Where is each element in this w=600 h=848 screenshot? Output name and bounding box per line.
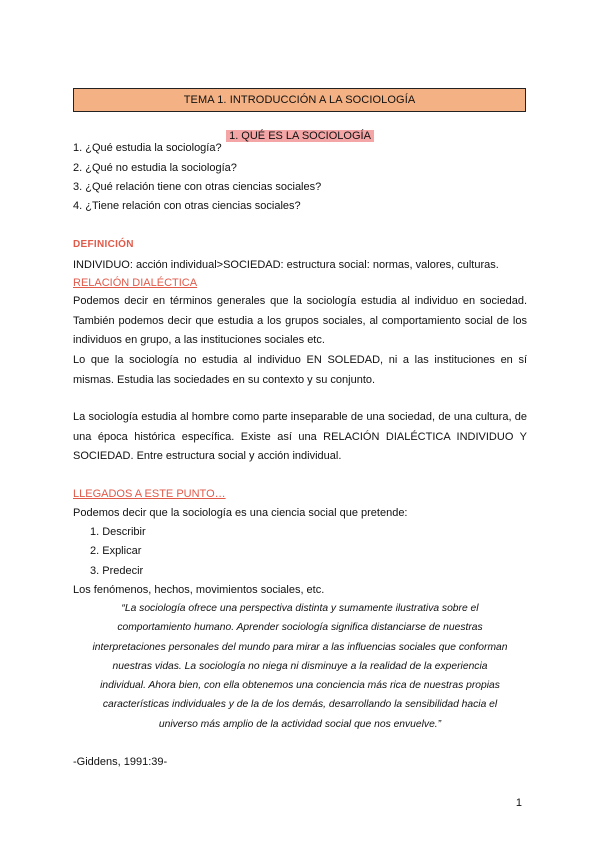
- question-3: 3. ¿Qué relación tiene con otras ciencias sociales?: [73, 181, 322, 193]
- definicion-text: INDIVIDUO: acción individual>SOCIEDAD: estructura social: normas, valores, culturas.: [73, 259, 499, 271]
- goal-item: 3. Predecir: [90, 565, 144, 577]
- quote-line: nuestras vidas. La sociología no niega ni disminuye a la realidad de la experiencia: [112, 660, 488, 672]
- goal-item: 1. Describir: [90, 526, 146, 538]
- citation: -Giddens, 1991:39-: [73, 756, 168, 768]
- quote-line: interpretaciones personales del mundo para mirar a las influencias sociales que conforman: [92, 641, 508, 653]
- document-title: TEMA 1. INTRODUCCIÓN A LA SOCIOLOGÍA: [73, 88, 526, 112]
- llegados-intro: Podemos decir que la sociología es una ciencia social que pretende:: [73, 507, 408, 519]
- llegados-heading: LLEGADOS A ESTE PUNTO…: [73, 488, 226, 500]
- quote-line: comportamiento humano. Aprender sociología significa distanciarse de nuestras: [117, 622, 483, 634]
- paragraph-3: La sociología estudia al hombre como parte inseparable de una sociedad, de una cultura, de una época histórica específica. Existe así una RELACIÓN DIALÉCTICA INDIVIDUO Y SOCIEDAD. Entre estructura social y acción individual.: [73, 411, 527, 462]
- section-heading-text: 1. QUÉ ES LA SOCIOLOGÍA: [226, 130, 374, 142]
- page-number: 1: [515, 797, 522, 809]
- quote-line: individual. Ahora bien, con ella obtenemos una conciencia más rica de nuestras propias: [100, 680, 500, 692]
- question-4: 4. ¿Tiene relación con otras ciencias sociales?: [73, 200, 301, 212]
- question-1: 1. ¿Qué estudia la sociología?: [73, 142, 222, 154]
- paragraph-1: Podemos decir en términos generales que la sociología estudia al individuo en sociedad. También podemos decir que estudia a los grupos sociales, al comportamiento social de los individuos en grupo, a las instituciones sociales etc.: [73, 295, 527, 346]
- paragraph-2: Lo que la sociología no estudia al individuo EN SOLEDAD, ni a las instituciones en sí mismas. Estudia las sociedades en su contexto y su conjunto.: [73, 354, 527, 386]
- question-2: 2. ¿Qué no estudia la sociología?: [73, 162, 237, 174]
- relacion-dialectica-heading: RELACIÓN DIALÉCTICA: [73, 277, 198, 289]
- goal-item: 2. Explicar: [90, 545, 142, 557]
- quote-line: características individuales y de la de los demás, desarrollando la sensibilidad hacia el: [102, 699, 498, 711]
- phenomena-text: Los fenómenos, hechos, movimientos sociales, etc.: [73, 584, 325, 596]
- giddens-quote: [75, 599, 525, 734]
- quote-line: “La sociología ofrece una perspectiva distinta y sumamente ilustrativa sobre el: [121, 603, 479, 614]
- definicion-heading: DEFINICIÓN: [73, 239, 134, 250]
- quote-line: universo más amplio de la actividad social que nos envuelve.”: [158, 718, 442, 730]
